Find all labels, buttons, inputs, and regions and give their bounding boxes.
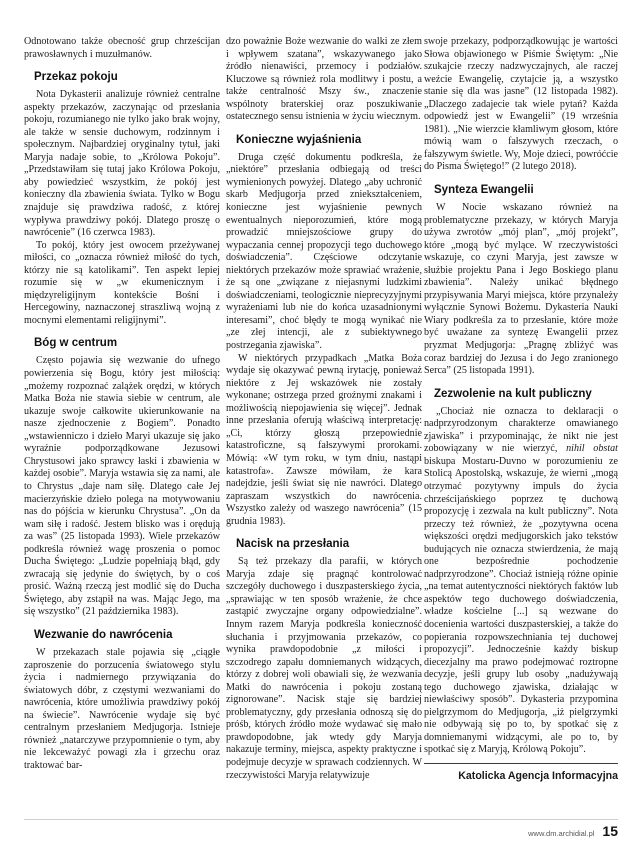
peace-paragraph-1: Nota Dykasterii analizuje również centralne aspekty przekazów, zaczynając od przesłania pokoju, rozumianego nie tylko jako brak wojny, ale także w sensie duchowym, rodzinnym i społecznym. Najbardziej oryginalny tytuł, jaki Maryja nadaje sobie, to „Królowa Pokoju”. „Przedstawiłam się tutaj jako Królowa Pokoju, aby powiedzieć wszystkim, że pokój jest konieczny dla zbawienia świata. Tylko w Bogu znajduje się prawdziwa radość, z której wypływa prawdziwy pokój. Dlatego proszę o nawrócenie” (16 czerwca 1983). <box>24 89 220 239</box>
agency-credit: Katolicka Agencja Informacyjna <box>458 769 618 782</box>
column-1 <box>24 36 220 772</box>
continuation-paragraph-3: swoje przekazy, podporządkowując je wartości Słowa objawionego w Piśmie Świętym: „Nie szukajcie rzeczy nadzwyczajnych, ale raczej weźcie Ewangelię, czytajcie ją, a wszystko stanie się dla was jasne” (12 listopada 1982). „Dlaczego zadajecie tak wiele pytań? Każda odpowiedź jest w Ewangelii” (19 września 1981). „Nie wierzcie kłamliwym głosom, które mówią wam o fałszywych rzeczach, o fałszywym świetle. Wy, Moje dzieci, powróćcie do Pisma Świętego!” (2 lutego 2018). <box>424 36 618 173</box>
explanations-paragraph-2: W niektórych przypadkach „Matka Boża wydaje się okazywać pewną irytację, ponieważ niektóre z Jej wskazówek nie zostały wykonane; ostrzega przed groźnymi znakami i możliwością niepojawienia się więcej”. Jednak inne przesłania oferują właściwą interpretację: „Ci, którzy głoszą przepowiednie katastroficzne, są fałszywymi prorokami. Mówią: «W tym roku, w tym dniu, nastąpi katastrofa». Zawsze mówiłam, że kara nadejdzie, jeśli świat się nie nawróci. Dlatego zapraszam wszystkich do nawrócenia. Wszystko zależy od waszego nawrócenia” (15 grudnia 1983). <box>226 352 422 527</box>
insistence-paragraph: Są też przekazy dla parafii, w których Maryja zdaje się pragnąć kontrolować szczegóły duchowego i duszpasterskiego życia, „sprawiając w ten sposób wrażenie, że chce zastąpić zwyczajne organy odpowiedzialne”. Innym razem Maryja podkreśla konieczność słuchania i przyjmowania przekazów, co wynika prawdopodobnie „z miłości i szczodrego zapału domniemanych widzących, którzy z dobrej woli obawiali się, że wezwania Matki do nawrócenia i pokoju zostaną zignorowane”. Nacisk stąje się bardziej problematyczny, gdy przesłania odnoszą się do próśb, których źródło może wydawać się mało prawdopodobne, jak wtedy gdy Maryja nakazuje terminy, miejsca, aspekty praktyczne i podejmuje decyzje w sprawach codziennych. W rzeczywistości Maryja relatywizuje <box>226 556 422 781</box>
heading-explanations: Konieczne wyjaśnienia <box>236 133 362 146</box>
heading-conversion: Wezwanie do nawrócenia <box>34 628 173 641</box>
peace-paragraph-2: To pokój, który jest owocem przeżywanej miłości, co „oznacza również miłość do tych, którzy nie są katolikami”. Ten aspekt lepiej rozumie się w „w ekumenicznym i międzyreligijnym kontekście Bośni i Hercegowiny, naznaczonej straszliwą wojną z mocnymi elementami religijnymi”. <box>24 239 220 326</box>
heading-god: Bóg w centrum <box>34 337 118 350</box>
website-link[interactable]: www.dm.archidial.pl <box>528 829 595 838</box>
page-number: 15 <box>602 823 618 839</box>
permission-text-b: biskupa Mostaru-Duvno w porozumieniu ze Stolicą Apostolską, wskazuje, że wierni „mogą otrzymać pozytywny impuls do życia chrześcijańskiego poprzez tę duchową propozycję i zezwala na kult publiczny”. Nota przeczy też również, że „pozytywna ocena większości orędzi medjugorskich jako tekstów budujących nie oznacza stwierdzenia, że mają one bezpośrednie pochodzenie nadprzyrodzone”. Chociaż istnieją różne opinie „na temat autentyczności niektórych faktów lub aspektów tego duchowego doświadczenia, władze kościelne [...] są wezwane do docenienia wartości duszpasterskiej, a także do popierania rozpowszechniania tej duchowej propozycji”. Jednocześnie każdy biskup diecezjalny ma prawo podejmować roztropne decyzje, jeśli grupy lub osoby „nadużywają tego duchowego zjawiska, działając w niewłaściwy sposób”. Dykasteria przypomina pielgrzymom do Medjugorja, „iż pielgrzymki nie odbywają się po to, by spotkać się z domniemanymi widzącymi, ale po to, by spotkać się z Maryją, Królową Pokoju”. <box>424 455 618 756</box>
permission-latin-term: nihil obstat <box>566 443 618 455</box>
continuation-paragraph: dzo poważnie Boże wezwanie do walki ze złem i wpływem szatana”, wskazywanego jako źródło nienawiści, przemocy i podziałów. Kluczowe są również rola modlitwy i postu, a także centralność Mszy św., znaczenie wspólnoty braterskiej oraz poszukiwanie ostatecznego sensu istnienia w życiu wiecznym. <box>226 36 422 123</box>
permission-text-a: „Chociaż nie oznacza to deklaracji o nadprzyrodzonym charakterze omawianego zjawiska” i przypominając, że nikt nie jest zobowiązany w nie wierzyć, <box>424 405 618 455</box>
heading-permission: Zezwolenie na kult publiczny <box>434 387 592 400</box>
footer-divider <box>24 819 618 820</box>
agency-divider <box>424 763 618 764</box>
heading-synthesis: Synteza Ewangelii <box>434 184 534 197</box>
synthesis-paragraph: W Nocie wskazano również na problematyczne przekazy, w których Maryja używa zwrotów „mój plan”, „mój projekt”, które „mogą być mylące. W rzeczywistości wskazuje, co czyni Maryja, jest zawsze w służbie projektu Pana i Jego Boskiego planu zbawienia”. Należy unikać błędnego przypisywania Maryi miejsca, które przynależy wyłącznie Synowi Bożemu. Dykasteria Nauki Wiary podkreśla za to przesłanie, które może być uważane za syntezę Ewangelii przez pryzmat Medjugorja: „Pragnę zbliżyć was coraz bardziej do Jezusa i do Jego zranionego Serca” (25 listopada 1991). <box>424 202 618 377</box>
heading-insistence: Nacisk na przesłania <box>236 538 350 551</box>
permission-paragraph <box>424 406 618 757</box>
column-2 <box>226 36 422 782</box>
intro-paragraph: Odnotowano także obecność grup chrześcijan prawosławnych i muzułmanów. <box>24 36 220 60</box>
conversion-paragraph: W przekazach stale pojawia się „ciągłe zaproszenie do porzucenia światowego stylu życia i nadmiernego przywiązania do światowych dóbr, z częstymi wezwaniami do nawrócenia, które umożliwia prawdziwy pokój na świecie”. Nawrócenie wydaje się być centralnym przesłaniem Medjugorja. Istnieje również „natarczywe przypomnienie o tym, aby nie lekceważyć powagi zła i grzechu oraz traktować bar- <box>24 646 220 771</box>
page-footer <box>528 823 618 839</box>
explanations-paragraph-1: Druga część dokumentu podkreśla, że „niektóre” przesłania odbiegają od treści wymienionych powyżej. Dlatego „aby uchronić skarb Medjugorja przed zniekształceniem, konieczne jest wyjaśnienie pewnych ewentualnych nieporozumień, które mogą prowadzić mniejszościowe grupy do wypaczania cennej propozycji tego duchowego doświadczenia”. Częściowe odczytanie niektórych przekazów może sprawiać wrażenie, że są one „związane z niejasnymi ludzkimi doświadczeniami, teologicznie nieprecyzyjnymi wyrażeniami lub nie do końca uzasadnionymi interesami”, choć błędy te mogą wynikać nie „ze złej intencji, ale z subiektywnego postrzegania zjawiska”. <box>226 151 422 352</box>
heading-peace: Przekaz pokoju <box>34 71 118 84</box>
god-paragraph: Często pojawia się wezwanie do ufnego powierzenia się Bogu, który jest miłością: „możemy rozpoznać zalążek orędzi, w których Matka Boża nie stawia siebie w centrum, ale ukazuje swoje całkowite ukierunkowanie na nasze zjednoczenie z Bogiem”. Ponadto „wstawienniczo i dzieło Maryi ukazuje się jako wyraźnie podporządkowane Jezusowi Chrystusowi jako sprawcy łaski i zbawienia w każdej osobie”. Maryja wstawia się za nami, ale to Chrystus „daje nam siłę. Dlatego całe Jej macierzyńskie dzieło polega na motywowaniu nas do pójścia w kierunku Chrystusa”. „On da wam siłę i radość. Jestem blisko was i orędują za was” (25 listopada 1993). Wiele przekazów podkreśla również wagę proszenia o pomoc Ducha Świętego: „Ludzie popełniają błąd, gdy zwracają się jedynie do świętych, by o coś prosić. Ważną rzeczą jest modlić się do Ducha Świętego, aby zstąpił na was. Mając Jego, ma się wszystko” (21 października 1983). <box>24 355 220 618</box>
column-3 <box>424 36 618 783</box>
